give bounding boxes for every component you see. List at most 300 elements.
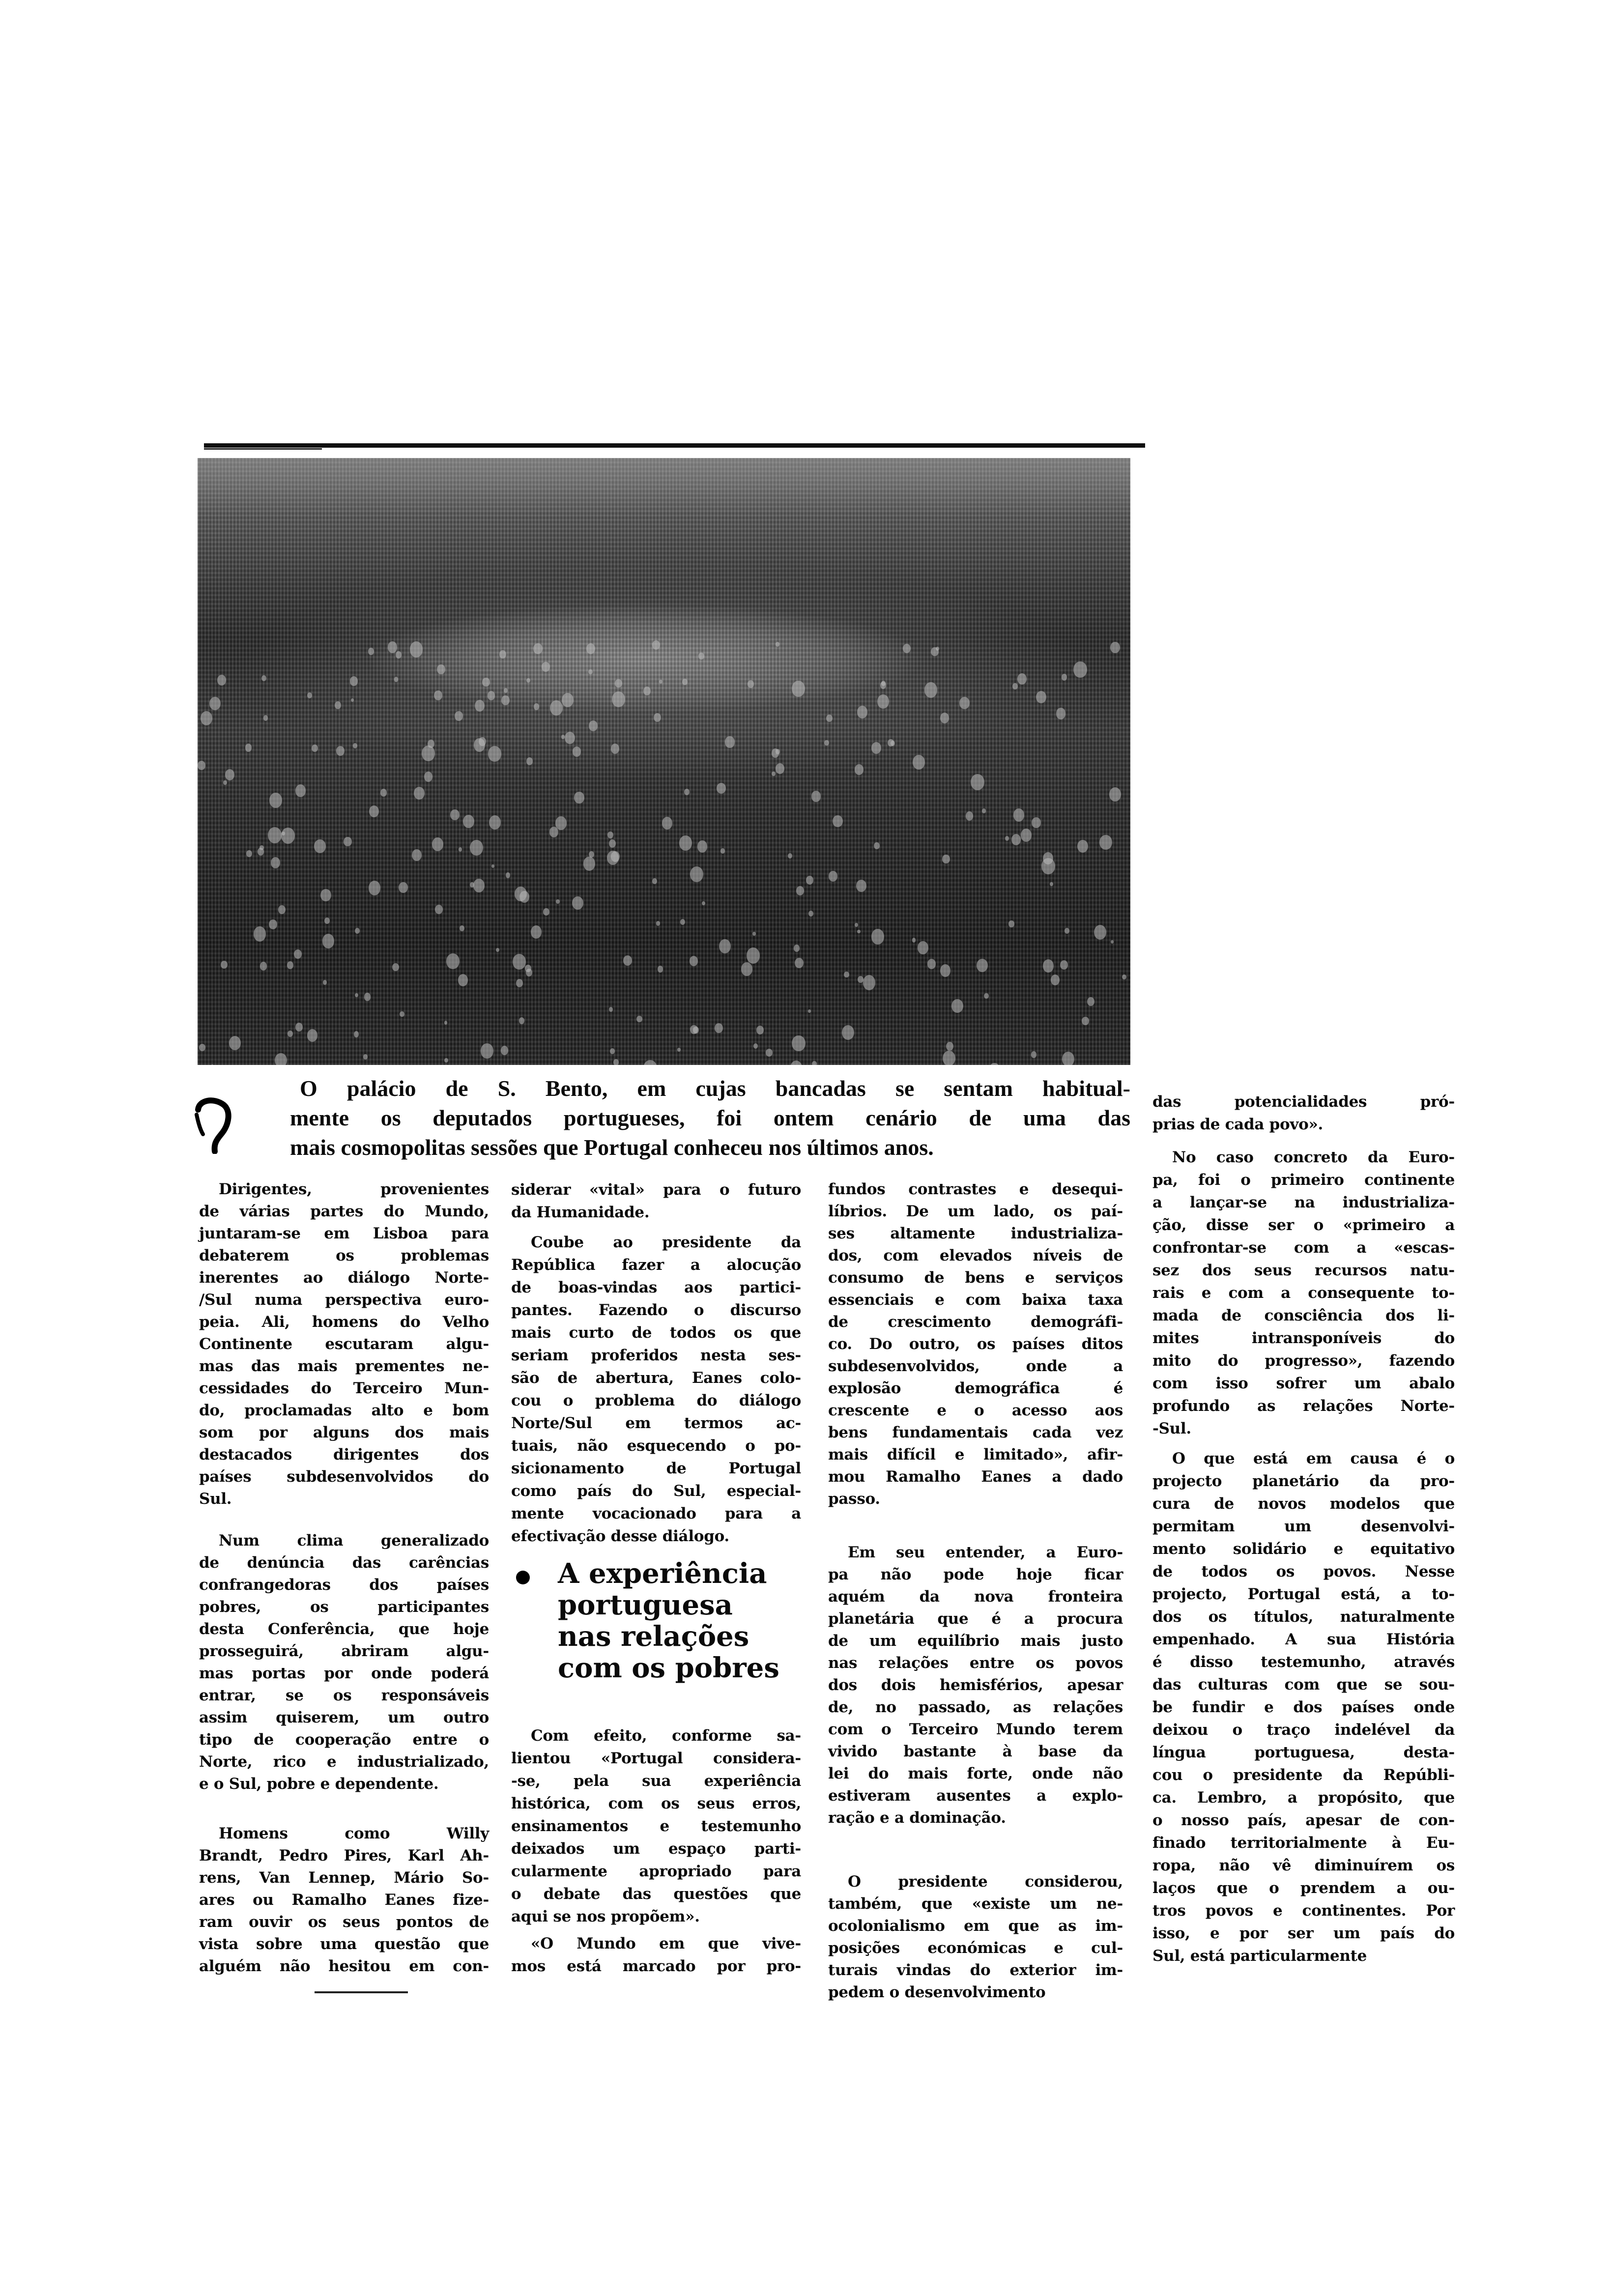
text-line: nas relações entre os povos	[828, 1654, 1123, 1672]
text-line: vivido bastante à base da	[828, 1743, 1123, 1760]
photo-crowd-detail	[682, 679, 688, 686]
photo-crowd-detail	[1021, 829, 1032, 841]
photo-crowd-detail	[501, 1046, 509, 1055]
text-line: mada de consciência dos li-	[1152, 1307, 1455, 1324]
text-line: som por alguns dos mais	[199, 1424, 489, 1441]
photo-crowd-detail	[434, 690, 442, 700]
photo-crowd-detail	[1082, 1017, 1089, 1025]
text-line: ropa, não vê diminuírem os	[1152, 1857, 1455, 1874]
photo-crowd-detail	[863, 975, 875, 990]
paragraph	[828, 1871, 1123, 2004]
text-line: pobres, os participantes	[199, 1598, 489, 1616]
photo-crowd-detail	[966, 811, 973, 820]
photo-crowd-detail	[526, 757, 533, 765]
photo-crowd-detail	[808, 911, 813, 917]
photo-crowd-detail	[422, 746, 435, 761]
photo-crowd-detail	[812, 1061, 816, 1065]
photo-crowd-detail	[294, 949, 302, 959]
photo-crowd-detail	[880, 682, 886, 689]
text-line: líbrios. De um lado, os paí-	[828, 1203, 1123, 1220]
text-line: O presidente considerou,	[848, 1873, 1123, 1891]
photo-crowd-detail	[855, 764, 864, 775]
text-line: Norte, rico e industrializado,	[199, 1753, 489, 1771]
photo-crowd-detail	[888, 739, 894, 746]
photo-crowd-detail	[489, 815, 501, 830]
photo-crowd-detail	[690, 956, 698, 966]
photo-crowd-detail	[613, 1059, 619, 1065]
photo-crowd-detail	[1060, 960, 1068, 970]
text-line: -Sul.	[1152, 1420, 1191, 1437]
text-line: dos os títulos, naturalmente	[1152, 1608, 1455, 1626]
text-line: aquém da nova fronteira	[828, 1588, 1123, 1606]
photo-crowd-detail	[913, 755, 925, 770]
photo-crowd-detail	[662, 817, 672, 830]
photo-crowd-detail	[380, 789, 387, 797]
photo-crowd-detail	[388, 641, 398, 653]
photo-crowd-detail	[428, 740, 434, 748]
photo-crowd-detail	[652, 878, 657, 884]
text-line: subdesenvolvidos, onde a	[828, 1357, 1123, 1375]
text-line: rais e com a consequente to-	[1152, 1284, 1455, 1302]
photo-crowd-detail	[940, 713, 950, 723]
photo-crowd-detail	[951, 999, 963, 1013]
photo-crowd-detail	[209, 697, 220, 710]
photo-crowd-detail	[982, 808, 986, 813]
text-line: rens, Van Lennep, Mário So-	[199, 1869, 489, 1887]
text-line: fundos contrastes e desequi-	[828, 1180, 1123, 1198]
photo-crowd-detail	[693, 1027, 698, 1033]
text-line: e o Sul, pobre e dependente.	[199, 1775, 439, 1793]
text-line: ção, disse ser o «primeiro a	[1152, 1216, 1455, 1234]
text-line: projecto, Portugal está, a to-	[1152, 1585, 1455, 1603]
text-line: estiveram ausentes a explo-	[828, 1787, 1123, 1805]
photo-crowd-detail	[1043, 959, 1054, 972]
photo-crowd-detail	[824, 740, 829, 746]
photo-crowd-detail	[697, 840, 708, 853]
photo-crowd-detail	[260, 962, 267, 971]
photo-crowd-detail	[1032, 817, 1041, 828]
photo-crowd-detail	[658, 966, 663, 973]
text-line: pa, foi o primeiro continente	[1152, 1171, 1455, 1189]
photo-crowd-detail	[351, 698, 354, 702]
text-line: da Humanidade.	[511, 1204, 650, 1221]
photo-crowd-detail	[534, 703, 540, 710]
photo-crowd-detail	[368, 648, 374, 655]
photo-crowd-detail	[491, 864, 494, 868]
text-line: também, que «existe um ne-	[828, 1895, 1123, 1913]
text-line: profundo as relações Norte-	[1152, 1397, 1455, 1415]
photo-crowd-detail	[795, 958, 804, 969]
photo-crowd-detail	[725, 736, 734, 747]
text-line: deixados um espaço parti-	[511, 1840, 801, 1858]
photo-crowd-detail	[295, 1023, 303, 1032]
text-line: peia. Ali, homens do Velho	[199, 1313, 489, 1331]
photo-crowd-detail	[542, 662, 549, 672]
text-line: confrangedoras dos países	[199, 1576, 489, 1594]
text-line: finado territorialmente à Eu-	[1152, 1834, 1455, 1852]
text-line: explosão demográfica é	[828, 1379, 1123, 1397]
subheading-line: nas relações	[558, 1620, 749, 1653]
text-line: projecto planetário da pro-	[1152, 1472, 1455, 1490]
photo-crowd-detail	[561, 735, 565, 739]
photo-crowd-detail	[871, 929, 884, 944]
paragraph	[1152, 1447, 1455, 1967]
photo-crowd-detail	[912, 938, 916, 942]
photo-crowd-detail	[473, 879, 485, 893]
photo-crowd-detail	[458, 974, 468, 986]
text-line: é disso testemunho, através	[1152, 1653, 1455, 1671]
photo-crowd-detail	[984, 993, 988, 999]
photo-crowd-detail	[533, 643, 543, 655]
photo-crowd-detail	[747, 947, 760, 964]
photo-crowd-detail	[690, 866, 703, 882]
subheading-line: com os pobres	[558, 1652, 779, 1684]
paragraph	[511, 1932, 801, 1978]
photo-crowd-detail	[1012, 683, 1018, 689]
photo-crowd-detail	[1050, 882, 1053, 886]
text-line: Norte/Sul em termos ac-	[511, 1414, 801, 1432]
photo-crowd-detail	[475, 700, 485, 712]
text-line: sez dos seus recursos natu-	[1152, 1262, 1455, 1279]
text-line: ram ouvir os seus pontos de	[199, 1913, 489, 1931]
photo-crowd-detail	[1065, 928, 1069, 934]
text-line: prias de cada povo».	[1152, 1116, 1324, 1133]
text-line: Continente escutaram algu-	[199, 1335, 489, 1353]
photo-crowd-detail	[394, 677, 399, 682]
photo-crowd-detail	[609, 1007, 613, 1011]
photo-crowd-detail	[1051, 975, 1060, 985]
text-line: mou Ramalho Eanes a dado	[828, 1468, 1123, 1486]
photo-crowd-detail	[589, 720, 598, 731]
photo-crowd-detail	[826, 715, 833, 722]
text-line: tipo de cooperação entre o	[199, 1731, 489, 1749]
photo-crowd-detail	[753, 1043, 758, 1049]
text-line: cularmente apropriado para	[511, 1863, 801, 1880]
text-line: a lançar-se na industrializa-	[1152, 1194, 1455, 1211]
text-line: ração e a dominação.	[828, 1809, 1006, 1827]
text-line: o nosso país, apesar de con-	[1152, 1811, 1455, 1829]
text-line: isso, e por ser um país do	[1152, 1924, 1455, 1942]
text-line: vista sobre uma questão que	[199, 1935, 489, 1953]
text-line: tuais, não esquecendo o po-	[511, 1437, 801, 1455]
photo-crowd-detail	[221, 961, 228, 969]
photo-crowd-detail	[877, 694, 890, 709]
bottom-rule	[315, 1991, 408, 1993]
photo-crowd-detail	[936, 647, 939, 651]
text-line: lientou «Portugal considera-	[511, 1750, 801, 1767]
photo-crowd-detail	[927, 959, 936, 969]
photo-crowd-detail	[855, 923, 858, 927]
photo-crowd-detail	[1073, 661, 1087, 678]
text-line: cura de novos modelos que	[1152, 1495, 1455, 1513]
photo-crowd-detail	[1031, 1051, 1036, 1058]
photo-crowd-detail	[766, 1049, 772, 1057]
photo-crowd-detail	[363, 1054, 368, 1059]
photo-crowd-detail	[656, 921, 660, 926]
photo-crowd-detail	[488, 691, 495, 700]
text-line: República fazer a alocução	[511, 1256, 801, 1274]
photo-crowd-detail	[652, 640, 660, 650]
photo-caption	[290, 1074, 1130, 1162]
photo-crowd-detail	[414, 787, 425, 800]
text-line: Sul, está particularmente	[1152, 1947, 1367, 1965]
text-line: efectivação desse diálogo.	[511, 1527, 729, 1545]
photo-crowd-detail	[946, 1042, 953, 1051]
photo-crowd-detail	[355, 993, 358, 997]
photo-crowd-detail	[959, 697, 970, 709]
caption-line: mente os deputados portugueses, foi ontem cenário de uma das	[290, 1105, 1130, 1130]
photo-crowd-detail	[269, 919, 277, 929]
text-line: seriam proferidos nesta ses-	[511, 1347, 801, 1364]
text-line: mente vocacionado para a	[511, 1505, 801, 1522]
text-line: passo.	[828, 1490, 880, 1508]
photo-crowd-detail	[307, 1029, 318, 1042]
paragraph	[828, 1542, 1123, 1829]
photo-crowd-detail	[702, 901, 705, 906]
text-line: essenciais e com baixa taxa	[828, 1291, 1123, 1309]
text-line: mas das mais prementes ne-	[199, 1357, 489, 1375]
paragraph	[828, 1178, 1123, 1510]
text-line: pedem o desenvolvimento	[828, 1983, 1046, 2001]
photo-crowd-detail	[715, 1023, 723, 1033]
photo-crowd-detail	[607, 832, 613, 838]
text-line: laços que o prendem a ou-	[1152, 1879, 1455, 1897]
text-line: histórica, com os seus erros,	[511, 1795, 801, 1812]
text-line: mos está marcado por pro-	[511, 1957, 801, 1975]
photo-crowd-detail	[435, 905, 443, 914]
photo-crowd-detail	[410, 641, 423, 657]
photo-crowd-detail	[611, 744, 619, 754]
text-line: das potencialidades pró-	[1152, 1093, 1455, 1111]
photo-crowd-detail	[515, 887, 527, 901]
photo-crowd-detail	[323, 980, 327, 985]
news-photo-parliament-session	[198, 458, 1130, 1065]
photo-crowd-detail	[583, 857, 595, 870]
photo-crowd-detail	[679, 835, 692, 851]
subheading-line: portuguesa	[558, 1589, 733, 1621]
text-line: crescente e o acesso aos	[828, 1402, 1123, 1419]
photo-crowd-detail	[903, 644, 911, 653]
photo-crowd-detail	[871, 742, 881, 754]
text-line: deixou o traço indelével da	[1152, 1721, 1455, 1739]
photo-crowd-detail	[643, 687, 651, 695]
photo-crowd-detail	[288, 1031, 293, 1037]
text-line: ca. Lembro, a propósito, que	[1152, 1789, 1455, 1807]
photo-crowd-detail	[636, 1016, 642, 1022]
text-line: mites intransponíveis do	[1152, 1329, 1455, 1347]
photo-crowd-detail	[756, 1026, 764, 1034]
photo-crowd-detail	[400, 1011, 404, 1017]
photo-crowd-detail	[1062, 1052, 1074, 1065]
photo-crowd-detail	[874, 842, 880, 849]
photo-crowd-detail	[392, 963, 399, 971]
photo-crowd-detail	[254, 926, 266, 942]
photo-crowd-detail	[1036, 691, 1046, 703]
photo-crowd-detail	[399, 882, 408, 893]
text-line: No caso concreto da Euro-	[1172, 1148, 1455, 1166]
photo-crowd-detail	[444, 1021, 448, 1025]
photo-crowd-detail	[684, 789, 690, 795]
text-line: de boas-vindas aos partici-	[511, 1279, 801, 1296]
text-line: alguém não hesitou em con-	[199, 1957, 489, 1975]
photo-crowd-detail	[943, 1051, 955, 1065]
photo-crowd-detail	[460, 925, 464, 931]
text-line: são de abertura, Eanes colo-	[511, 1369, 801, 1387]
photo-crowd-detail	[516, 979, 523, 987]
text-line: com isso sofrer um abalo	[1152, 1375, 1455, 1392]
text-line: Em seu entender, a Euro-	[848, 1544, 1123, 1561]
photo-crowd-detail	[562, 693, 574, 707]
photo-crowd-detail	[1094, 925, 1106, 940]
text-line: turais vindas do exterior im-	[828, 1961, 1123, 1979]
photo-crowd-detail	[355, 928, 360, 934]
text-line: aqui se nos propõem».	[511, 1908, 700, 1925]
photo-crowd-detail	[229, 1036, 241, 1050]
photo-crowd-detail	[977, 959, 987, 972]
text-line: de um equilíbrio mais justo	[828, 1632, 1123, 1650]
photo-crowd-detail	[269, 793, 282, 807]
photo-crowd-detail	[444, 1058, 448, 1062]
photo-crowd-detail	[643, 1060, 657, 1065]
photo-crowd-detail	[496, 948, 499, 952]
text-line: com o Terceiro Mundo terem	[828, 1721, 1123, 1738]
photo-crowd-detail	[369, 805, 379, 818]
text-line: países subdesenvolvidos do	[199, 1468, 489, 1486]
photo-crowd-detail	[654, 713, 661, 722]
photo-crowd-detail	[856, 880, 866, 892]
photo-crowd-detail	[412, 849, 422, 861]
photo-crowd-detail	[857, 930, 860, 934]
photo-crowd-detail	[680, 919, 685, 925]
photo-crowd-detail	[677, 1048, 681, 1052]
photo-crowd-detail	[201, 711, 213, 725]
photo-crowd-detail	[446, 953, 460, 969]
text-line: de várias partes do Mundo,	[199, 1203, 489, 1220]
text-line: Brandt, Pedro Pires, Karl Ah-	[199, 1847, 489, 1865]
photo-crowd-detail	[790, 1061, 802, 1065]
photo-crowd-detail	[335, 701, 341, 709]
photo-crowd-detail	[808, 1009, 811, 1013]
photo-crowd-detail	[1041, 858, 1055, 874]
text-line: debaterem os problemas	[199, 1247, 489, 1264]
paragraph	[199, 1530, 489, 1795]
photo-crowd-detail	[479, 737, 486, 746]
text-line: co. Do outro, os países ditos	[828, 1335, 1123, 1353]
photo-crowd-detail	[324, 918, 330, 924]
photo-crowd-detail	[1087, 997, 1094, 1006]
text-line: de crescimento demográfi-	[828, 1313, 1123, 1331]
text-line: mento solidário e equitativo	[1152, 1540, 1455, 1558]
text-line: ensinamentos e testemunho	[511, 1817, 801, 1835]
photo-crowd-detail	[1122, 975, 1126, 979]
text-line: dos dois hemisférios, apesar	[828, 1676, 1123, 1694]
photo-crowd-detail	[588, 669, 593, 674]
photo-crowd-detail	[481, 1043, 493, 1059]
photo-crowd-detail	[1013, 808, 1024, 821]
photo-crowd-detail	[246, 850, 252, 858]
photo-crowd-detail	[217, 675, 226, 685]
text-line: ocolonialismo em que as im-	[828, 1917, 1123, 1935]
text-line: bens fundamentais cada vez	[828, 1424, 1123, 1441]
photo-crowd-detail	[1062, 674, 1067, 681]
text-line: mas portas por onde poderá	[199, 1665, 489, 1682]
photo-crowd-detail	[1005, 836, 1009, 841]
text-line: mito do progresso», fazendo	[1152, 1352, 1455, 1370]
photo-crowd-detail	[287, 961, 293, 969]
paragraph	[1152, 1146, 1455, 1440]
photo-crowd-detail	[842, 1025, 854, 1040]
text-line: empenhado. A sua História	[1152, 1631, 1455, 1648]
photo-crowd-detail	[1109, 787, 1121, 802]
text-line: prosseguirá, abriram algu-	[199, 1642, 489, 1660]
photo-crowd-detail	[353, 743, 357, 748]
caption-line: O palácio de S. Bento, em cujas bancadas se sentam habitual-	[300, 1076, 1130, 1101]
text-line: Coube ao presidente da	[531, 1234, 801, 1251]
photo-crowd-detail	[268, 827, 281, 843]
text-line: língua portuguesa, desta-	[1152, 1744, 1455, 1761]
text-line: consumo de bens e serviços	[828, 1269, 1123, 1287]
text-line: permitam um desenvolvi-	[1152, 1518, 1455, 1535]
photo-crowd-detail	[501, 695, 510, 706]
photo-crowd-detail	[320, 889, 331, 902]
caption-line: mais cosmopolitas sessões que Portugal conheceu nos últimos anos.	[290, 1135, 934, 1160]
photo-crowd-detail	[555, 816, 567, 830]
photo-crowd-detail	[1111, 940, 1114, 944]
paragraph	[199, 1823, 489, 1978]
photo-crowd-detail	[198, 761, 205, 770]
photo-crowd-detail	[364, 993, 371, 1001]
photo-crowd-detail	[971, 774, 984, 790]
photo-crowd-detail	[611, 851, 620, 862]
ornament-icon	[194, 1095, 233, 1154]
subheading-line: A experiência	[558, 1557, 767, 1590]
photo-crowd-detail	[833, 815, 842, 827]
photo-crowd-detail	[470, 840, 483, 856]
text-line: lei do mais forte, onde não	[828, 1765, 1123, 1782]
text-line: dos, com elevados níveis de	[828, 1247, 1123, 1264]
photo-crowd-detail	[354, 1031, 359, 1037]
photo-crowd-detail	[556, 899, 560, 904]
photo-crowd-detail	[1011, 834, 1021, 845]
photo-crowd-detail	[312, 745, 318, 752]
photo-crowd-detail	[275, 1053, 287, 1065]
photo-crowd-detail	[424, 772, 432, 782]
photo-crowd-detail	[717, 783, 725, 794]
paragraph	[199, 1178, 489, 1510]
photo-crowd-detail	[314, 839, 325, 853]
photo-crowd-detail	[344, 837, 352, 847]
top-rule	[204, 443, 1145, 448]
text-line: assim quiserem, um outro	[199, 1709, 489, 1726]
photo-crowd-detail	[829, 871, 837, 882]
photo-crowd-detail	[776, 749, 780, 754]
photo-crowd-detail	[450, 809, 460, 821]
bullet-icon	[516, 1571, 530, 1584]
text-line: O que está em causa é o	[1172, 1450, 1455, 1467]
text-line: Homens como Willy	[219, 1825, 489, 1842]
text-line: mais difícil e limitado», afir-	[828, 1446, 1123, 1464]
photo-crowd-detail	[572, 896, 583, 910]
photo-crowd-detail	[615, 679, 622, 688]
text-line: de, no passado, as relações	[828, 1698, 1123, 1716]
photo-crowd-detail	[513, 954, 525, 970]
photo-crowd-detail	[719, 939, 731, 953]
photo-crowd-detail	[857, 706, 867, 718]
text-line: siderar «vital» para o futuro	[511, 1181, 801, 1199]
photo-ceiling-shade	[198, 458, 1130, 517]
photo-crowd-detail	[504, 688, 508, 693]
text-line: /Sul numa perspectiva euro-	[199, 1291, 489, 1309]
